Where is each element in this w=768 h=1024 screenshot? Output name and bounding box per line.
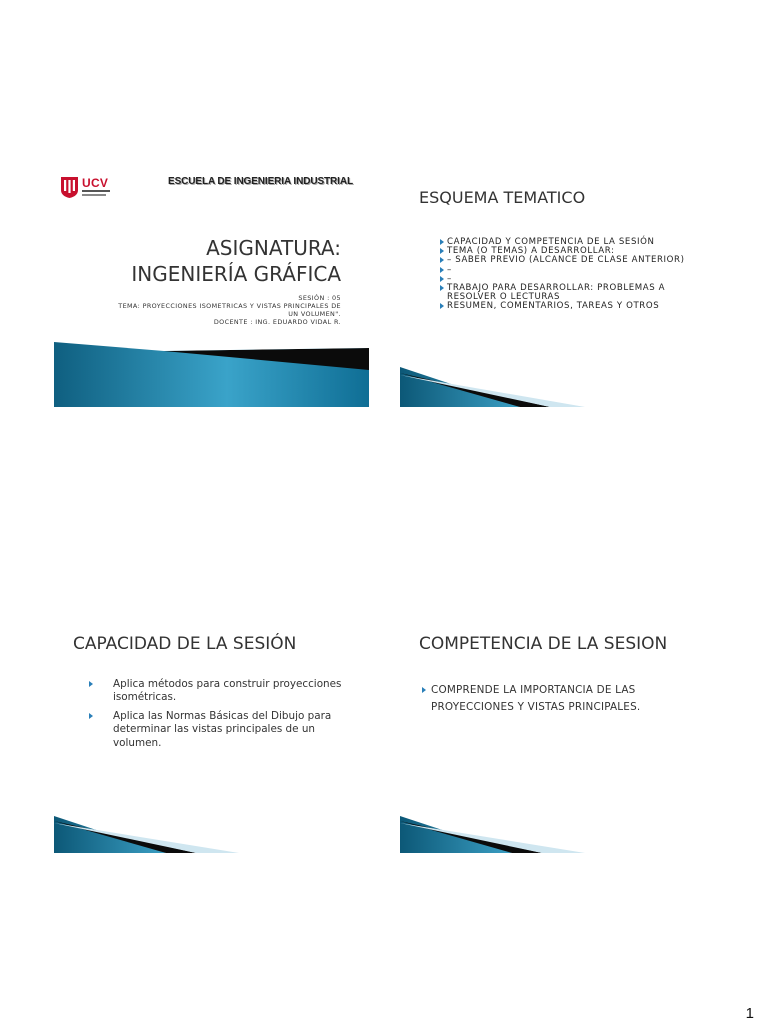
course-title-line2: INGENIERÍA GRÁFICA — [131, 262, 341, 286]
list-item: – SABER PREVIO (ALCANCE DE CLASE ANTERIOR) — [440, 256, 708, 265]
slide-capacidad — [54, 598, 369, 853]
slide-decoration — [54, 342, 369, 407]
teacher: DOCENTE : ING. EDUARDO VIDAL R. — [213, 318, 341, 326]
course-title-line1: ASIGNATURA: — [206, 236, 341, 260]
topic-line2: UN VOLUMEN". — [288, 310, 341, 318]
list-item: TRABAJO PARA DESARROLLAR: PROBLEMAS A RESOLVER O LECTURAS — [440, 284, 708, 302]
bullet-arrow-icon — [89, 681, 93, 687]
slide-heading: COMPETENCIA DE LA SESION — [419, 634, 668, 654]
session-info — [118, 294, 341, 326]
slide-title — [54, 152, 369, 407]
bullet-arrow-icon — [440, 248, 444, 254]
ucv-logo — [61, 177, 111, 199]
bullet-arrow-icon — [440, 285, 444, 291]
ucv-shield-icon — [61, 177, 78, 198]
competence-list — [422, 682, 702, 716]
bullet-arrow-icon — [422, 687, 426, 693]
school-name: ESCUELA DE INGENIERIA INDUSTRIAL — [168, 176, 353, 187]
list-item: RESUMEN, COMENTARIOS, TAREAS Y OTROS — [440, 302, 708, 311]
bullet-arrow-icon — [440, 257, 444, 263]
page-number: 1 — [745, 1005, 754, 1022]
topic-list — [440, 238, 708, 312]
slide-decoration — [400, 367, 715, 407]
list-item: COMPRENDE LA IMPORTANCIA DE LAS PROYECCIONES Y VISTAS PRINCIPALES. — [422, 682, 702, 716]
bullet-arrow-icon — [89, 713, 93, 719]
list-item: Aplica métodos para construir proyecciones isométricas. — [89, 678, 354, 705]
bullet-arrow-icon — [440, 276, 444, 282]
logo-text: UCV — [82, 176, 109, 190]
slide-decoration — [400, 816, 715, 853]
course-title — [131, 235, 341, 287]
list-item: TEMA (O TEMAS) A DESARROLLAR: — [440, 247, 708, 256]
list-item: CAPACIDAD Y COMPETENCIA DE LA SESIÓN — [440, 238, 708, 247]
slide-heading: CAPACIDAD DE LA SESIÓN — [73, 634, 297, 654]
slide-esquema — [400, 152, 715, 407]
bullet-arrow-icon — [440, 239, 444, 245]
slide-competencia — [400, 598, 715, 853]
slide-decoration — [54, 816, 369, 853]
list-item: – — [440, 275, 708, 284]
list-item: Aplica las Normas Básicas del Dibujo para determinar las vistas principales de un volumen. — [89, 710, 354, 750]
bullet-arrow-icon — [440, 267, 444, 273]
topic-line1: TEMA: PROYECCIONES ISOMETRICAS Y VISTAS PRINCIPALES DE — [118, 302, 341, 310]
slide-heading: ESQUEMA TEMATICO — [419, 188, 586, 207]
capacity-list — [89, 678, 354, 755]
bullet-arrow-icon — [440, 303, 444, 309]
session-number: SESIÓN : 05 — [298, 294, 341, 302]
list-item: – — [440, 266, 708, 275]
